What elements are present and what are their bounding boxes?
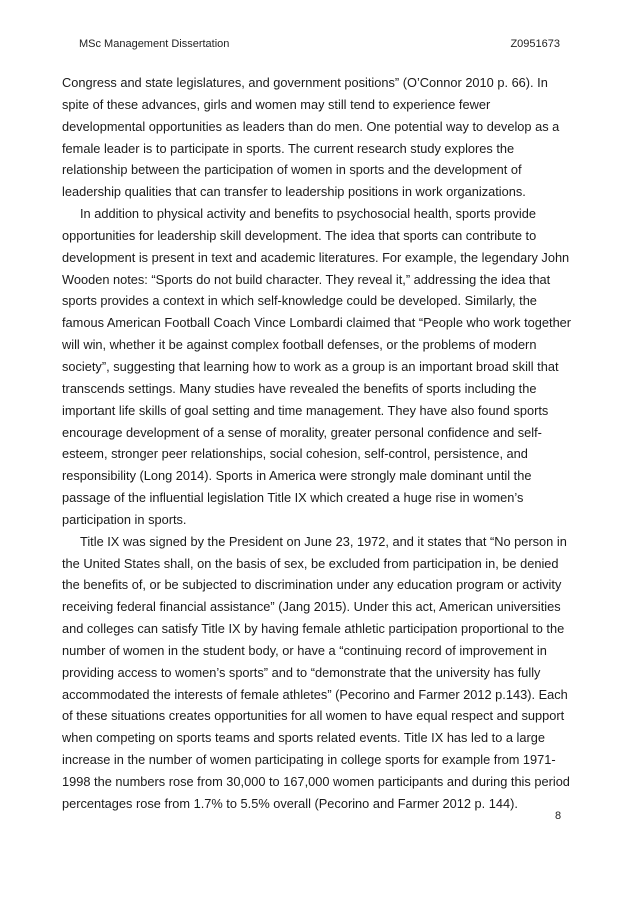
text-line: society”, suggesting that learning how to work as a group is an important broad skill that (62, 358, 559, 374)
text-line: responsibility (Long 2014). Sports in America were strongly male dominant until the (62, 468, 532, 484)
text-line: encourage development of a sense of morality, greater personal confidence and self- (62, 424, 542, 440)
text-line: sports provides a context in which self-knowledge could be developed. Similarly, the (62, 293, 537, 309)
text-line: number of women in the student body, or have a “continuing record of improvement in (62, 642, 547, 658)
page-number: 8 (555, 810, 562, 822)
text-line: increase in the number of women participating in college sports for example from 1971- (62, 752, 556, 768)
text-line: esteem, stronger peer relationships, social cohesion, self-control, persistence, and (62, 446, 528, 462)
header-title: MSc Management Dissertation (79, 38, 230, 50)
text-line: 1998 the numbers rose from 30,000 to 167,000 women participants and during this period (62, 774, 570, 789)
text-line: important life skills of goal setting and time management. They have also found sports (62, 402, 549, 418)
text-line: opportunities for leadership skill development. The idea that sports can contribute to (62, 227, 537, 243)
text-line: leadership qualities that can transfer to leadership positions in work organizations. (62, 184, 526, 200)
text-line: participation in sports. (62, 511, 187, 527)
text-line: transcends settings. Many studies have revealed the benefits of sports including the (62, 380, 537, 396)
page-header (79, 38, 560, 52)
header-student-id: Z0951673 (510, 38, 560, 50)
text-line: will win, whether it be against complex football defenses, or the problems of modern (62, 337, 537, 353)
text-line: of these situations creates opportunities for all women to have equal respect and support (62, 708, 565, 724)
text-line: providing access to women’s sports” and to “demonstrate that the university has fully (62, 664, 541, 680)
text-line: developmental opportunities as leaders than do men. One potential way to develop as a (62, 118, 560, 134)
paragraph-start-line: In addition to physical activity and benefits to psychosocial health, sports provide (80, 206, 536, 222)
text-line: when competing on sports teams and sports related events. Title IX has led to a large (62, 730, 545, 746)
text-line: passage of the influential legislation Title IX which created a huge rise in women’s (62, 490, 524, 506)
text-line: accommodated the interests of female athletes” (Pecorino and Farmer 2012 p.143). Each (62, 686, 568, 702)
body-text (62, 72, 575, 815)
text-line: female leader is to participate in sports. The current research study explores the (62, 140, 515, 156)
text-line: percentages rose from 1.7% to 5.5% overall (Pecorino and Farmer 2012 p. 144). (62, 795, 518, 811)
text-line: spite of these advances, girls and women may still tend to experience fewer (62, 96, 491, 112)
text-line: receiving federal financial assistance” (Jang 2015). Under this act, American universities (62, 599, 561, 615)
text-line: Congress and state legislatures, and government positions” (O’Connor 2010 p. 66). In (62, 75, 548, 90)
text-line: and colleges can satisfy Title IX by having female athletic participation proportional to the (62, 621, 565, 637)
text-line: famous American Football Coach Vince Lombardi claimed that “People who work together (62, 315, 572, 331)
text-line: the United States shall, on the basis of sex, be excluded from participation in, be denied (62, 555, 559, 571)
text-line: Wooden notes: “Sports do not build character. They reveal it,” addressing the idea that (62, 271, 551, 287)
text-line: development is present in text and academic literatures. For example, the legendary John (62, 249, 570, 265)
text-line: the benefits of, or be subjected to discrimination under any education program or activity (62, 577, 562, 593)
text-line: relationship between the participation of women in sports and the development of (62, 162, 522, 178)
paragraph-start-line: Title IX was signed by the President on June 23, 1972, and it states that “No person in (80, 533, 567, 549)
